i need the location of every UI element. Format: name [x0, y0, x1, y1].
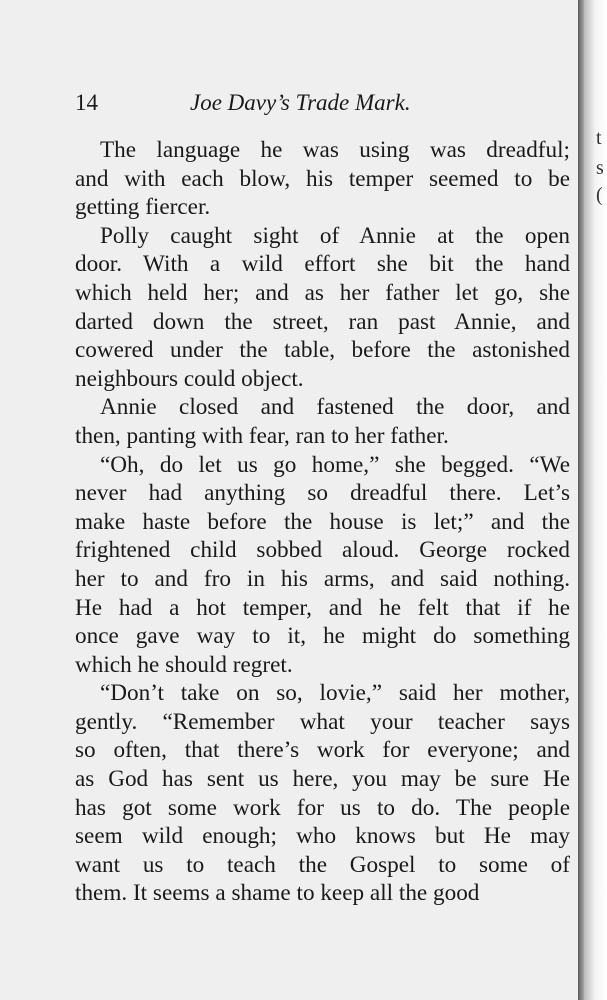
text-line: make haste before the house is let;” and the: [75, 508, 570, 535]
text-line: once gave way to it, he might do something: [75, 623, 570, 650]
text-line: them. It seems a shame to keep all the good: [75, 880, 480, 907]
text-line: He had a hot temper, and he felt that if he: [75, 594, 570, 621]
text-line: “Don’t take on so, lovie,” said her mother,: [100, 680, 570, 707]
text-line: as God has sent us here, you may be sure He: [75, 766, 570, 793]
body-text: [75, 136, 570, 908]
text-line: neighbours could object.: [75, 365, 304, 392]
text-line: darted down the street, ran past Annie, and: [75, 308, 570, 335]
paragraph: [75, 451, 570, 680]
page-number: 14: [75, 90, 98, 115]
text-line: never had anything so dreadful there. Let’s: [75, 480, 570, 507]
text-line: Annie closed and fastened the door, and: [100, 394, 570, 421]
text-line: Polly caught sight of Annie at the open: [100, 222, 570, 249]
text-line: and with each blow, his temper seemed to be: [75, 165, 570, 192]
facing-page-glyph: (: [596, 184, 603, 206]
binding-shadow: [578, 0, 584, 1000]
facing-page-glyph: t: [596, 127, 602, 149]
text-line: which he should regret.: [75, 651, 293, 678]
paragraph: [75, 222, 570, 394]
text-line: which held her; and as her father let go, she: [75, 279, 570, 306]
text-line: her to and fro in his arms, and said nothing.: [75, 565, 570, 592]
text-line: then, panting with fear, ran to her father.: [75, 422, 449, 449]
book-binding: [578, 0, 607, 1000]
text-line: getting fiercer.: [75, 194, 211, 221]
paragraph: [75, 679, 570, 908]
text-line: cowered under the table, before the astonished: [75, 337, 570, 364]
page-header: [75, 90, 570, 120]
running-title: Joe Davy’s Trade Mark.: [190, 90, 411, 115]
text-line: gently. “Remember what your teacher says: [75, 708, 570, 735]
paragraph: [75, 393, 570, 450]
text-line: so often, that there’s work for everyone; and: [75, 737, 570, 764]
paragraph: [75, 136, 570, 222]
text-line: want us to teach the Gospel to some of: [75, 851, 570, 878]
text-line: seem wild enough; who knows but He may: [75, 823, 570, 850]
text-line: “Oh, do let us go home,” she begged. “We: [100, 451, 570, 478]
text-line: has got some work for us to do. The people: [75, 794, 570, 821]
text-line: frightened child sobbed aloud. George rocked: [75, 537, 570, 564]
facing-page-glyph: s: [596, 157, 604, 179]
text-line: door. With a wild effort she bit the hand: [75, 251, 570, 278]
text-line: The language he was using was dreadful;: [100, 137, 570, 163]
